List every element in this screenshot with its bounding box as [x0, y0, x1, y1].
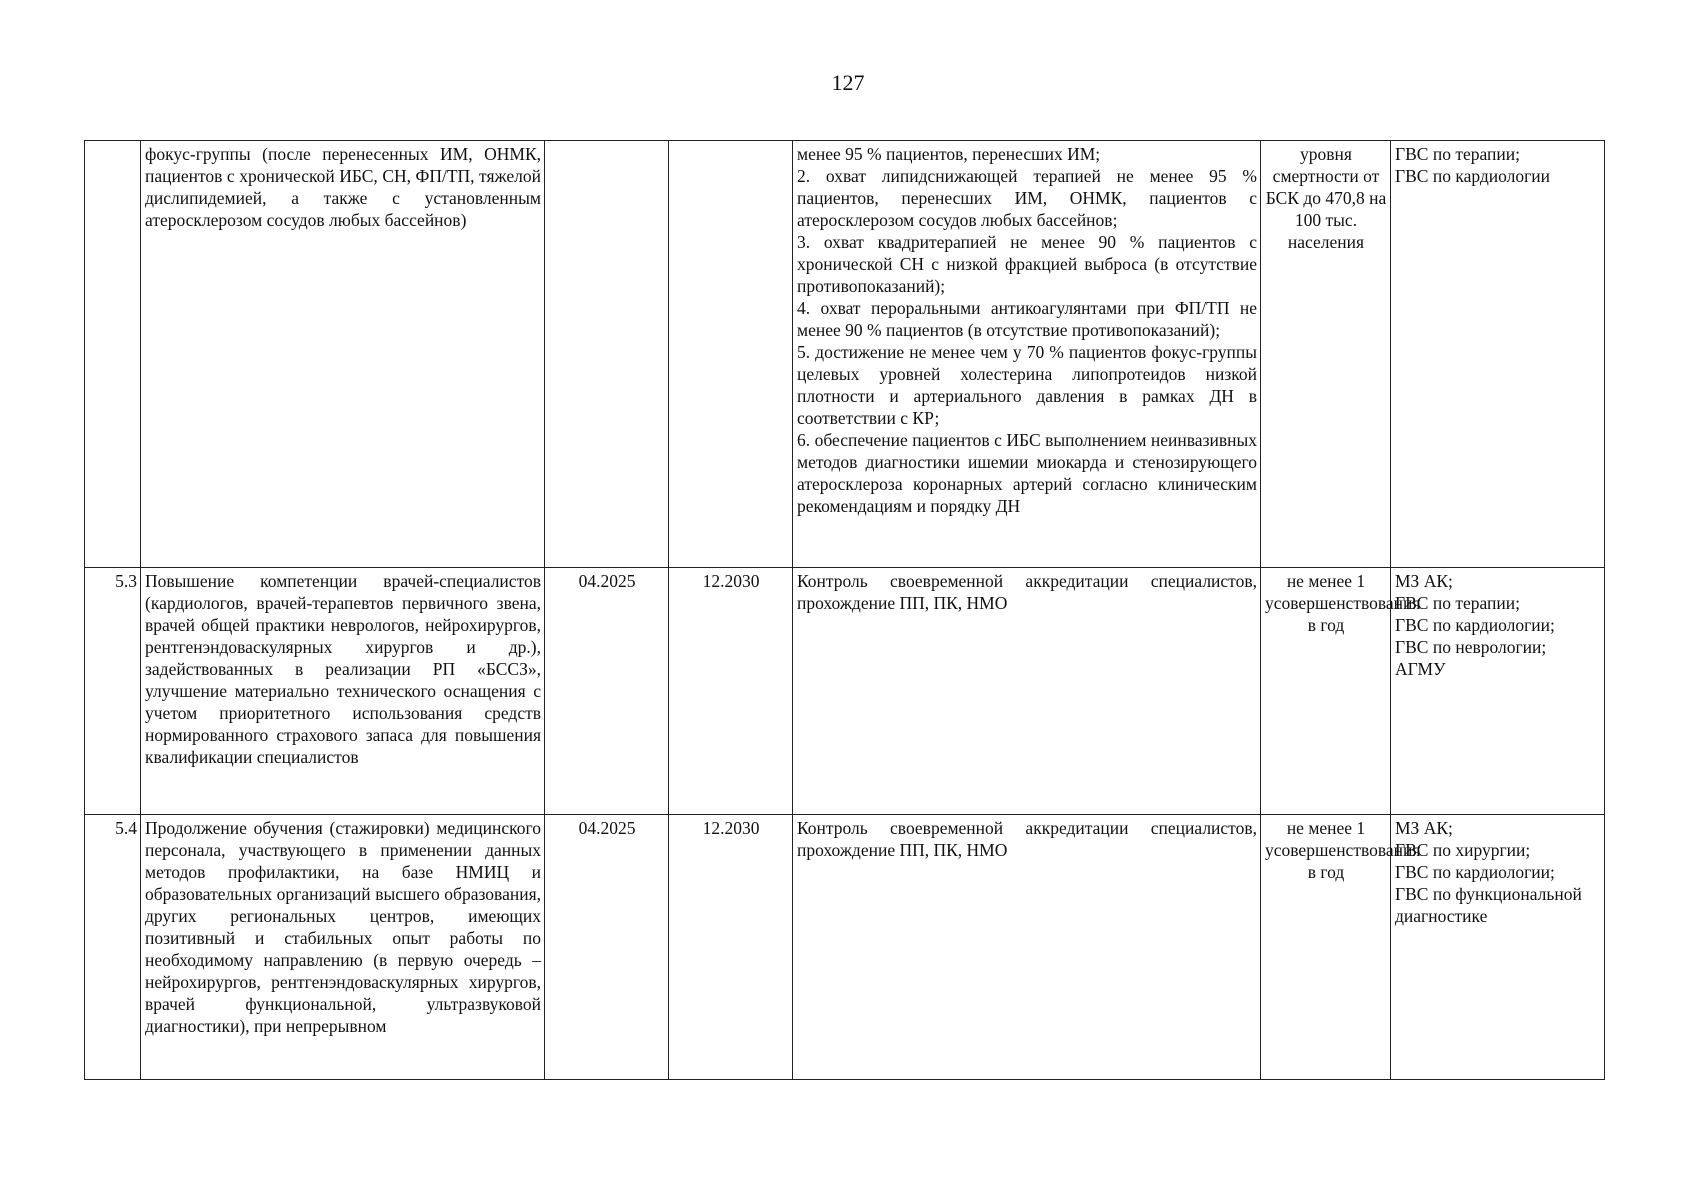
responsible-item: ГВС по кардиологии — [1395, 166, 1551, 186]
expected-results — [793, 141, 1261, 568]
page-number: 127 — [831, 70, 865, 95]
responsible-item: МЗ АК; — [1395, 571, 1453, 591]
measure-description: Продолжение обучения (стажировки) медицинского персонала, участвующего в применении данных методов профилактики, на базе НМИЦ и образовательных организаций высшего образования, других региональных центров, имеющих позитивный и стабильных опыт работы по необходимому направлению (в первую очередь – нейрохирургов, рентгенэндоваскулярных хирургов, врачей функциональной, ультразвуковой диагностики), при непрерывном — [141, 815, 545, 1080]
responsible-parties — [1391, 815, 1605, 1080]
result-item: менее 95 % пациентов, перенесших ИМ; — [797, 144, 1101, 164]
result-item: Контроль своевременной аккредитации специалистов, прохождение ПП, ПК, НМО — [797, 818, 1257, 860]
table-row — [85, 141, 1605, 568]
result-item: 3. охват квадритерапией не менее 90 % пациентов с хронической СН с низкой фракцией выброса (в отсутствие противопоказаний); — [797, 232, 1257, 296]
responsible-item: АГМУ — [1395, 659, 1446, 679]
target-indicator: уровня смертности от БСК до 470,8 на 100 тыс. населения — [1261, 141, 1391, 568]
measure-description: Повышение компетенции врачей-специалистов (кардиологов, врачей-терапевтов первичного звена, врачей общей практики неврологов, нейрохирургов, рентгенэндоваскулярных хирургов и др.), задействованных в реализации РП «БССЗ», улучшение материально технического оснащения с учетом приоритетного использования средств нормированного страхового запаса для повышения квалификации специалистов — [141, 568, 545, 815]
start-date: 04.2025 — [545, 568, 669, 815]
start-date — [545, 141, 669, 568]
table-row — [85, 568, 1605, 815]
responsible-item: ГВС по хирургии; — [1395, 840, 1531, 860]
expected-results — [793, 568, 1261, 815]
responsible-item: ГВС по терапии; — [1395, 144, 1520, 164]
responsible-parties — [1391, 568, 1605, 815]
row-number — [85, 141, 141, 568]
responsible-item: ГВС по неврологии; — [1395, 637, 1547, 657]
target-indicator: не менее 1 усовершенствования в год — [1261, 568, 1391, 815]
result-item: 6. обеспечение пациентов с ИБС выполнением неинвазивных методов диагностики ишемии миокарда и стенозирующего атеросклероза коронарных артерий согласно клиническим рекомендациям и порядку ДН — [797, 430, 1257, 516]
result-item: 4. охват пероральными антикоагулянтами при ФП/ТП не менее 90 % пациентов (в отсутствие противопоказаний); — [797, 298, 1257, 340]
end-date — [669, 141, 793, 568]
responsible-item: ГВС по кардиологии; — [1395, 862, 1555, 882]
row-number: 5.3 — [85, 568, 141, 815]
responsible-item: ГВС по кардиологии; — [1395, 615, 1555, 635]
table-row — [85, 815, 1605, 1080]
responsible-item: МЗ АК; — [1395, 818, 1453, 838]
result-item: Контроль своевременной аккредитации специалистов, прохождение ПП, ПК, НМО — [797, 571, 1257, 613]
result-item: 2. охват липидснижающей терапией не менее 95 % пациентов, перенесших ИМ, ОНМК, пациентов с атеросклерозом сосудов любых бассейнов; — [797, 166, 1257, 230]
end-date: 12.2030 — [669, 815, 793, 1080]
plan-table — [84, 140, 1605, 1080]
end-date: 12.2030 — [669, 568, 793, 815]
responsible-parties — [1391, 141, 1605, 568]
responsible-item: ГВС по функциональной диагностике — [1395, 884, 1582, 926]
start-date: 04.2025 — [545, 815, 669, 1080]
result-item: 5. достижение не менее чем у 70 % пациентов фокус-группы целевых уровней холестерина липопротеидов низкой плотности и артериального давления в рамках ДН в соответствии с КР; — [797, 342, 1257, 428]
measure-description: фокус-группы (после перенесенных ИМ, ОНМК, пациентов с хронической ИБС, СН, ФП/ТП, тяжелой дислипидемией, а также с установленным атеросклерозом сосудов любых бассейнов) — [141, 141, 545, 568]
row-number: 5.4 — [85, 815, 141, 1080]
expected-results — [793, 815, 1261, 1080]
responsible-item: ГВС по терапии; — [1395, 593, 1520, 613]
target-indicator: не менее 1 усовершенствования в год — [1261, 815, 1391, 1080]
